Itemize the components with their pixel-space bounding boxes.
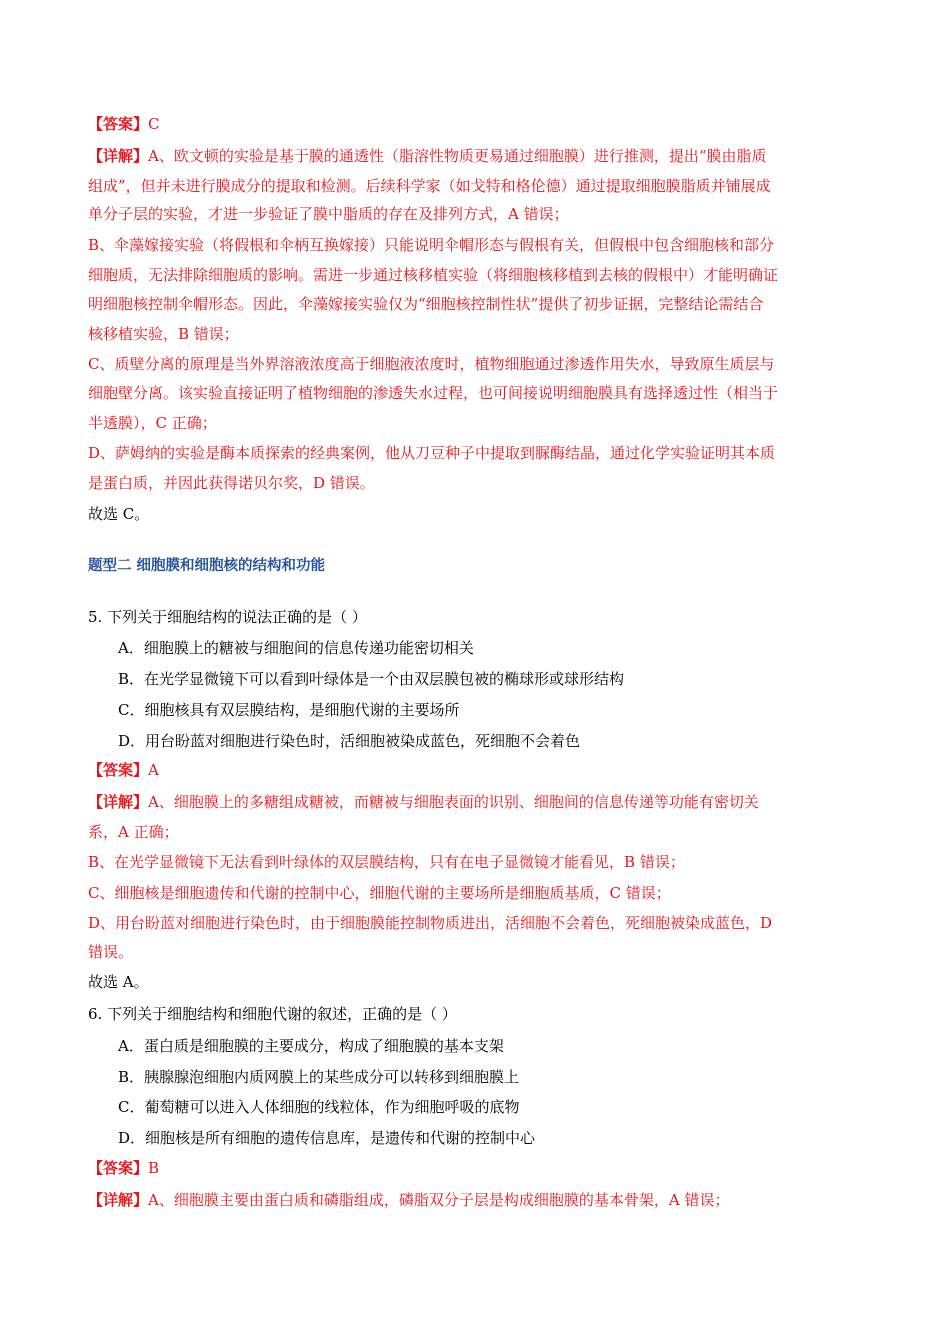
q4-detail-line: 明细胞核控制伞帽形态。因此，伞藻嫁接实验仅为“细胞核控制性状”提供了初步证据，完整结论需结合 bbox=[88, 295, 764, 313]
q4-detail-line: 是蛋白质，并因此获得诺贝尔奖，D 错误。 bbox=[88, 474, 375, 492]
q5-detail-line: 系，A 正确； bbox=[88, 823, 179, 841]
section-title: 题型二 细胞膜和细胞核的结构和功能 bbox=[88, 558, 326, 574]
q4-detail-line: 细胞质，无法排除细胞质的影响。需进一步通过核移植实验（将细胞核移植到去核的假根中）才能明确证 bbox=[88, 266, 779, 284]
q5-detail-line: D、用台盼蓝对细胞进行染色时，由于细胞膜能控制物质进出，活细胞不会着色，死细胞被染成蓝色，D bbox=[88, 914, 773, 932]
q5-option-a: A．细胞膜上的糖被与细胞间的信息传递功能密切相关 bbox=[118, 639, 474, 657]
q5-detail-line: C、细胞核是细胞遗传和代谢的控制中心，细胞代谢的主要场所是细胞质基质，C 错误； bbox=[88, 884, 671, 902]
q6-option-c: C．葡萄糖可以进入人体细胞的线粒体，作为细胞呼吸的底物 bbox=[118, 1098, 520, 1116]
q5-option-b: B．在光学显微镜下可以看到叶绿体是一个由双层膜包被的椭球形或球形结构 bbox=[118, 670, 625, 688]
q4-detail-line: 组成”，但并未进行膜成分的提取和检测。后续科学家（如戈特和格伦德）通过提取细胞膜脂质并铺展成 bbox=[88, 177, 771, 195]
q5-answer: 【答案】A bbox=[88, 761, 159, 779]
q4-detail-line: B、伞藻嫁接实验（将假根和伞柄互换嫁接）只能说明伞帽形态与假根有关，但假根中包含细胞核和部分 bbox=[88, 236, 775, 254]
q5-detail-line: 错误。 bbox=[88, 943, 134, 961]
q4-detail-line: D、萨姆纳的实验是酶本质探索的经典案例，他从刀豆种子中提取到脲酶结晶，通过化学实验证明其本质 bbox=[88, 444, 776, 462]
q4-detail-line: 单分子层的实验，才进一步验证了膜中脂质的存在及排列方式，A 错误； bbox=[88, 205, 569, 223]
q4-detail-line: 核移植实验，B 错误； bbox=[88, 325, 239, 343]
q5-option-c: C．细胞核具有双层膜结构，是细胞代谢的主要场所 bbox=[118, 701, 460, 719]
q6-stem: 6. 下列关于细胞结构和细胞代谢的叙述，正确的是（ ） bbox=[88, 1005, 457, 1023]
q4-detail-line: 半透膜），C 正确； bbox=[88, 414, 217, 432]
q4-detail-line: 【详解】A、欧文顿的实验是基于膜的通透性（脂溶性物质更易通过细胞膜）进行推测，提出“膜由脂质 bbox=[88, 147, 767, 165]
q6-option-d: D．细胞核是所有细胞的遗传信息库，是遗传和代谢的控制中心 bbox=[118, 1129, 536, 1147]
q4-detail-line: C、质壁分离的原理是当外界溶液浓度高于细胞液浓度时，植物细胞通过渗透作用失水，导致原生质层与 bbox=[88, 355, 775, 373]
q4-detail-line: 细胞壁分离。该实验直接证明了植物细胞的渗透失水过程，也可间接说明细胞膜具有选择透过性（相当于 bbox=[88, 384, 779, 402]
q4-conclusion: 故选 C。 bbox=[88, 505, 150, 523]
q5-detail-line: 【详解】A、细胞膜上的多糖组成糖被，而糖被与细胞表面的识别、细胞间的信息传递等功能有密切关 bbox=[88, 793, 759, 811]
q6-detail-line: 【详解】A、细胞膜主要由蛋白质和磷脂组成，磷脂双分子层是构成细胞膜的基本骨架，A 错误； bbox=[88, 1191, 730, 1209]
q6-option-b: B．胰腺腺泡细胞内质网膜上的某些成分可以转移到细胞膜上 bbox=[118, 1068, 520, 1086]
q5-stem: 5. 下列关于细胞结构的说法正确的是（ ） bbox=[88, 608, 367, 626]
q5-conclusion: 故选 A。 bbox=[88, 973, 149, 991]
q6-option-a: A．蛋白质是细胞膜的主要成分，构成了细胞膜的基本支架 bbox=[118, 1037, 504, 1055]
q5-detail-line: B、在光学显微镜下无法看到叶绿体的双层膜结构，只有在电子显微镜才能看见，B 错误； bbox=[88, 853, 685, 871]
q4-answer: 【答案】C bbox=[88, 115, 160, 133]
q6-answer: 【答案】B bbox=[88, 1159, 160, 1177]
q5-option-d: D．用台盼蓝对细胞进行染色时，活细胞被染成蓝色，死细胞不会着色 bbox=[118, 732, 581, 750]
